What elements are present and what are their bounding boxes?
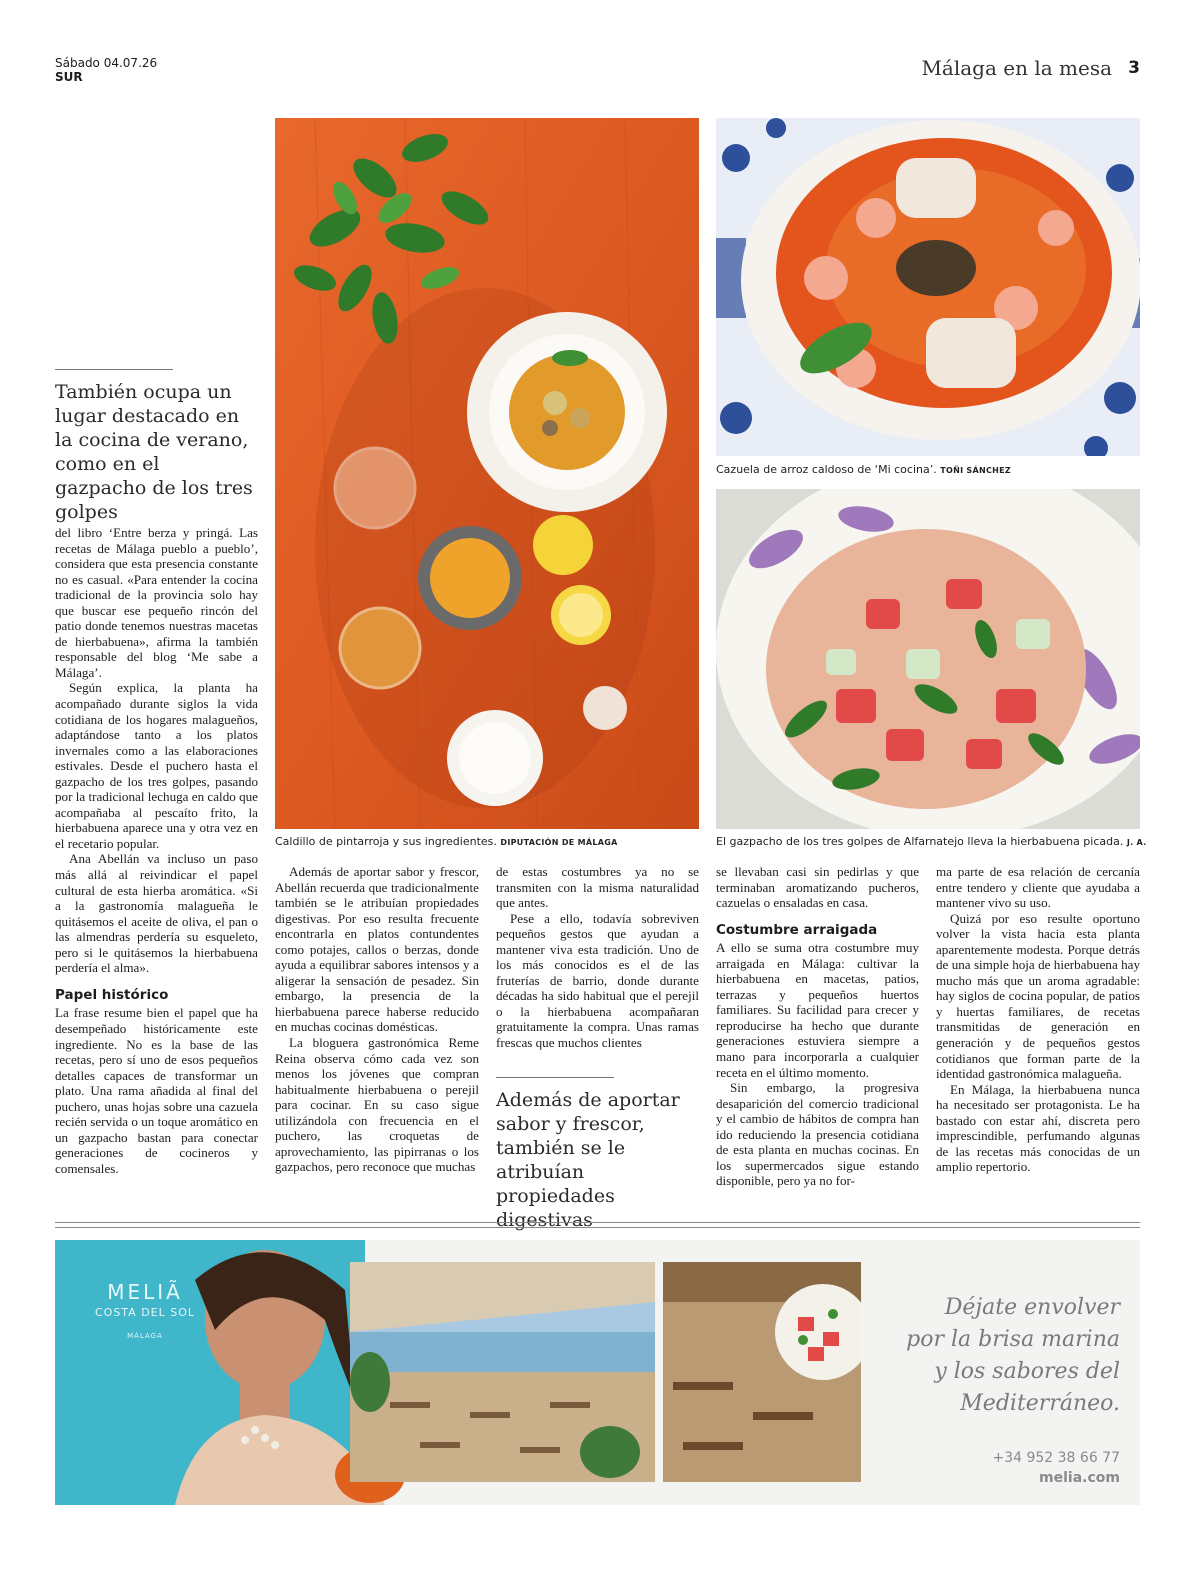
ad-slogan-line: Mediterráneo. bbox=[960, 1391, 1120, 1416]
edition-date bbox=[55, 56, 157, 84]
caption-bottom-right bbox=[716, 835, 1147, 848]
article-column-2 bbox=[275, 864, 479, 1175]
ad-separator bbox=[55, 1222, 1140, 1228]
pullquote-mid: Además de aportar sabor y frescor, también se le atribuían propiedades digestivas bbox=[496, 1089, 680, 1231]
ad-website-link[interactable]: melia.com bbox=[1039, 1470, 1120, 1486]
ad-slogan-line: por la brisa marina bbox=[906, 1327, 1120, 1352]
article-column-3 bbox=[496, 864, 699, 1051]
paragraph: de estas costumbres ya no se transmiten con la misma naturalidad que antes. bbox=[496, 864, 699, 911]
paragraph: del libro ‘Entre berza y pringá. Las recetas de Málaga pueblo a pueblo’, considera que esta presencia constante no es casual. «Para entender la cocina tradicional de la provincia solo hay que buscar ese pequeño rincón del patio donde tenemos nuestras macetas de hierbabuena», afirma la también responsable del blog ‘Me sabe a Málaga’. bbox=[55, 525, 258, 680]
paragraph: La frase resume bien el papel que ha desempeñado históricamente este ingrediente. No es la base de las recetas, pero sí uno de esos pequeños detalles capaces de transformar un plato. Una rama añadida al final del puchero, unas hojas sobre una cazuela recién servida o un toque aromático en un gazpacho bastan para conectar generaciones de cocineros y comensales. bbox=[55, 1005, 258, 1176]
subheading: Papel histórico bbox=[55, 986, 169, 1003]
subheading: Costumbre arraigada bbox=[716, 921, 878, 938]
caption-text: El gazpacho de los tres golpes de Alfarnatejo lleva la hierbabuena picada. bbox=[716, 835, 1124, 848]
caption-top-right bbox=[716, 463, 1011, 476]
photo-caldillo bbox=[275, 118, 699, 829]
photo-gazpacho bbox=[716, 489, 1140, 829]
ad-slogan-line: y los sabores del bbox=[934, 1359, 1120, 1384]
ad-brand-logo: MELIÃ bbox=[107, 1280, 183, 1304]
ad-slogan-line: Déjate envolver bbox=[944, 1295, 1120, 1320]
page-number: 3 bbox=[1128, 58, 1140, 78]
paragraph: Según explica, la planta ha acompañado durante siglos la vida cotidiana de los hogares malagueños, adaptándose tanto a los platos invernales como a las elaboraciones estivales. Desde el puchero hasta el gazpacho de los tres golpes, pasando por la tradicional lechuga en caldo que acompañaba al pescaíto frito, la hierbabuena aparece una y otra vez en el recetario popular. bbox=[55, 680, 258, 851]
paragraph: La bloguera gastronómica Reme Reina observa cómo cada vez son menos los jóvenes que compran habitualmente hierbabuena o perejil para cocinar. En su caso sigue utilizándola con frecuencia en el puchero, las croquetas de aprovechamiento, las pipirranas o los gazpachos, pero reconoce que muchas bbox=[275, 1035, 479, 1175]
caption-text: Cazuela de arroz caldoso de ‘Mi cocina’. bbox=[716, 463, 937, 476]
article-column-4 bbox=[716, 864, 919, 1189]
ad-phone: +34 952 38 66 77 bbox=[992, 1450, 1120, 1466]
paragraph: A ello se suma otra costumbre muy arraigada en Málaga: cultivar la hierbabuena en macetas, patios, terrazas y pequeños huertos familiares. Su facilidad para crecer y reproducirse ha hecho que durante generaciones estuviera siempre a mano para incorporarla a cualquier receta en el último momento. bbox=[716, 940, 919, 1080]
article-column-5 bbox=[936, 864, 1140, 1175]
paper-name: SUR bbox=[55, 70, 83, 84]
pullquote-rule bbox=[55, 369, 173, 370]
paragraph: se llevaban casi sin pedirlas y que terminaban aromatizando pucheros, cazuelas o ensaladas en casa. bbox=[716, 864, 919, 911]
ad-restaurant-photo bbox=[663, 1262, 861, 1482]
paragraph: Sin embargo, la progresiva desaparición del comercio tradicional y el cambio de hábitos de compra han ido reduciendo la presencia cotidiana de esta planta en muchas cocinas. En los supermercados sigue estando disponible, pero ya no for- bbox=[716, 1080, 919, 1189]
paragraph: Además de aportar sabor y frescor, Abellán recuerda que tradicionalmente también se le atribuían propiedades digestivas. Por eso resulta frecuente encontrarla en platos contundentes como potajes, callos o berzas, donde ayuda a equilibrar sabores intensos y a aligerar la sensación de pesadez. Sin embargo, la presencia de la hierbabuena parece haberse reducido en muchas cocinas domésticas. bbox=[275, 864, 479, 1035]
ad-slogan bbox=[860, 1292, 1120, 1420]
article-column-1 bbox=[55, 525, 258, 1176]
paragraph: En Málaga, la hierbabuena nunca ha necesitado ser protagonista. Le ha bastado con estar ahí, discreta pero imprescindible, perfumando algunas de las recetas más conocidas de un amplio repertorio. bbox=[936, 1081, 1140, 1175]
ad-terrace-photo bbox=[350, 1262, 655, 1482]
photo-credit: TOÑI SÁNCHEZ bbox=[940, 466, 1012, 475]
paragraph: Ana Abellán va incluso un paso más allá al reivindicar el papel cultural de esta hierba aromática. «Si a la gastronomía malagueña le quitásemos el aceite de oliva, el pan o las almendras perdería su esqueleto, pero si le quitásemos la hierbabuena perdería el alma». bbox=[55, 851, 258, 976]
paragraph: ma parte de esa relación de cercanía entre tendero y cliente que ayudaba a mantener vivo su uso. bbox=[936, 864, 1140, 911]
paragraph: Pese a ello, todavía sobreviven pequeños gestos que ayudan a mantener viva esta tradición. Uno de los más conocidos es el de las fruterías de barrio, donde durante décadas ha sido habitual que el perejil o la hierbabuena acompañaran gratuitamente la compra. Unas ramas frescas que muchos clientes bbox=[496, 910, 699, 1051]
pullquote-rule bbox=[496, 1077, 614, 1078]
caption-main bbox=[275, 835, 618, 848]
paragraph: Quizá por eso resulte oportuno volver la vista hacia esta planta aparentemente modesta. Porque detrás de una simple hoja de hierbabuena hay mucho más que un aroma agradable: hay siglos de cocina popular, de patios y huertas familiares, de recetas transmitidas de generación en generación y de pequeños gestos cotidianos que forman parte de la identidad gastronómica malagueña. bbox=[936, 910, 1140, 1082]
advertisement-melia[interactable] bbox=[55, 1240, 1140, 1505]
section-title: Málaga en la mesa bbox=[921, 56, 1112, 80]
ad-brand-sub: COSTA DEL SOL bbox=[94, 1306, 196, 1319]
pullquote-left: También ocupa un lugar destacado en la cocina de verano, como en el gazpacho de los tres golpes bbox=[55, 381, 253, 523]
ad-brand-city: MÁLAGA bbox=[127, 1332, 163, 1340]
caption-text: Caldillo de pintarroja y sus ingredientes. bbox=[275, 835, 497, 848]
photo-credit: DIPUTACIÓN DE MÁLAGA bbox=[500, 838, 618, 847]
photo-cazuela-arroz bbox=[716, 118, 1140, 456]
photo-credit: J. A. bbox=[1126, 838, 1147, 847]
date: Sábado 04.07.26 bbox=[55, 56, 158, 70]
